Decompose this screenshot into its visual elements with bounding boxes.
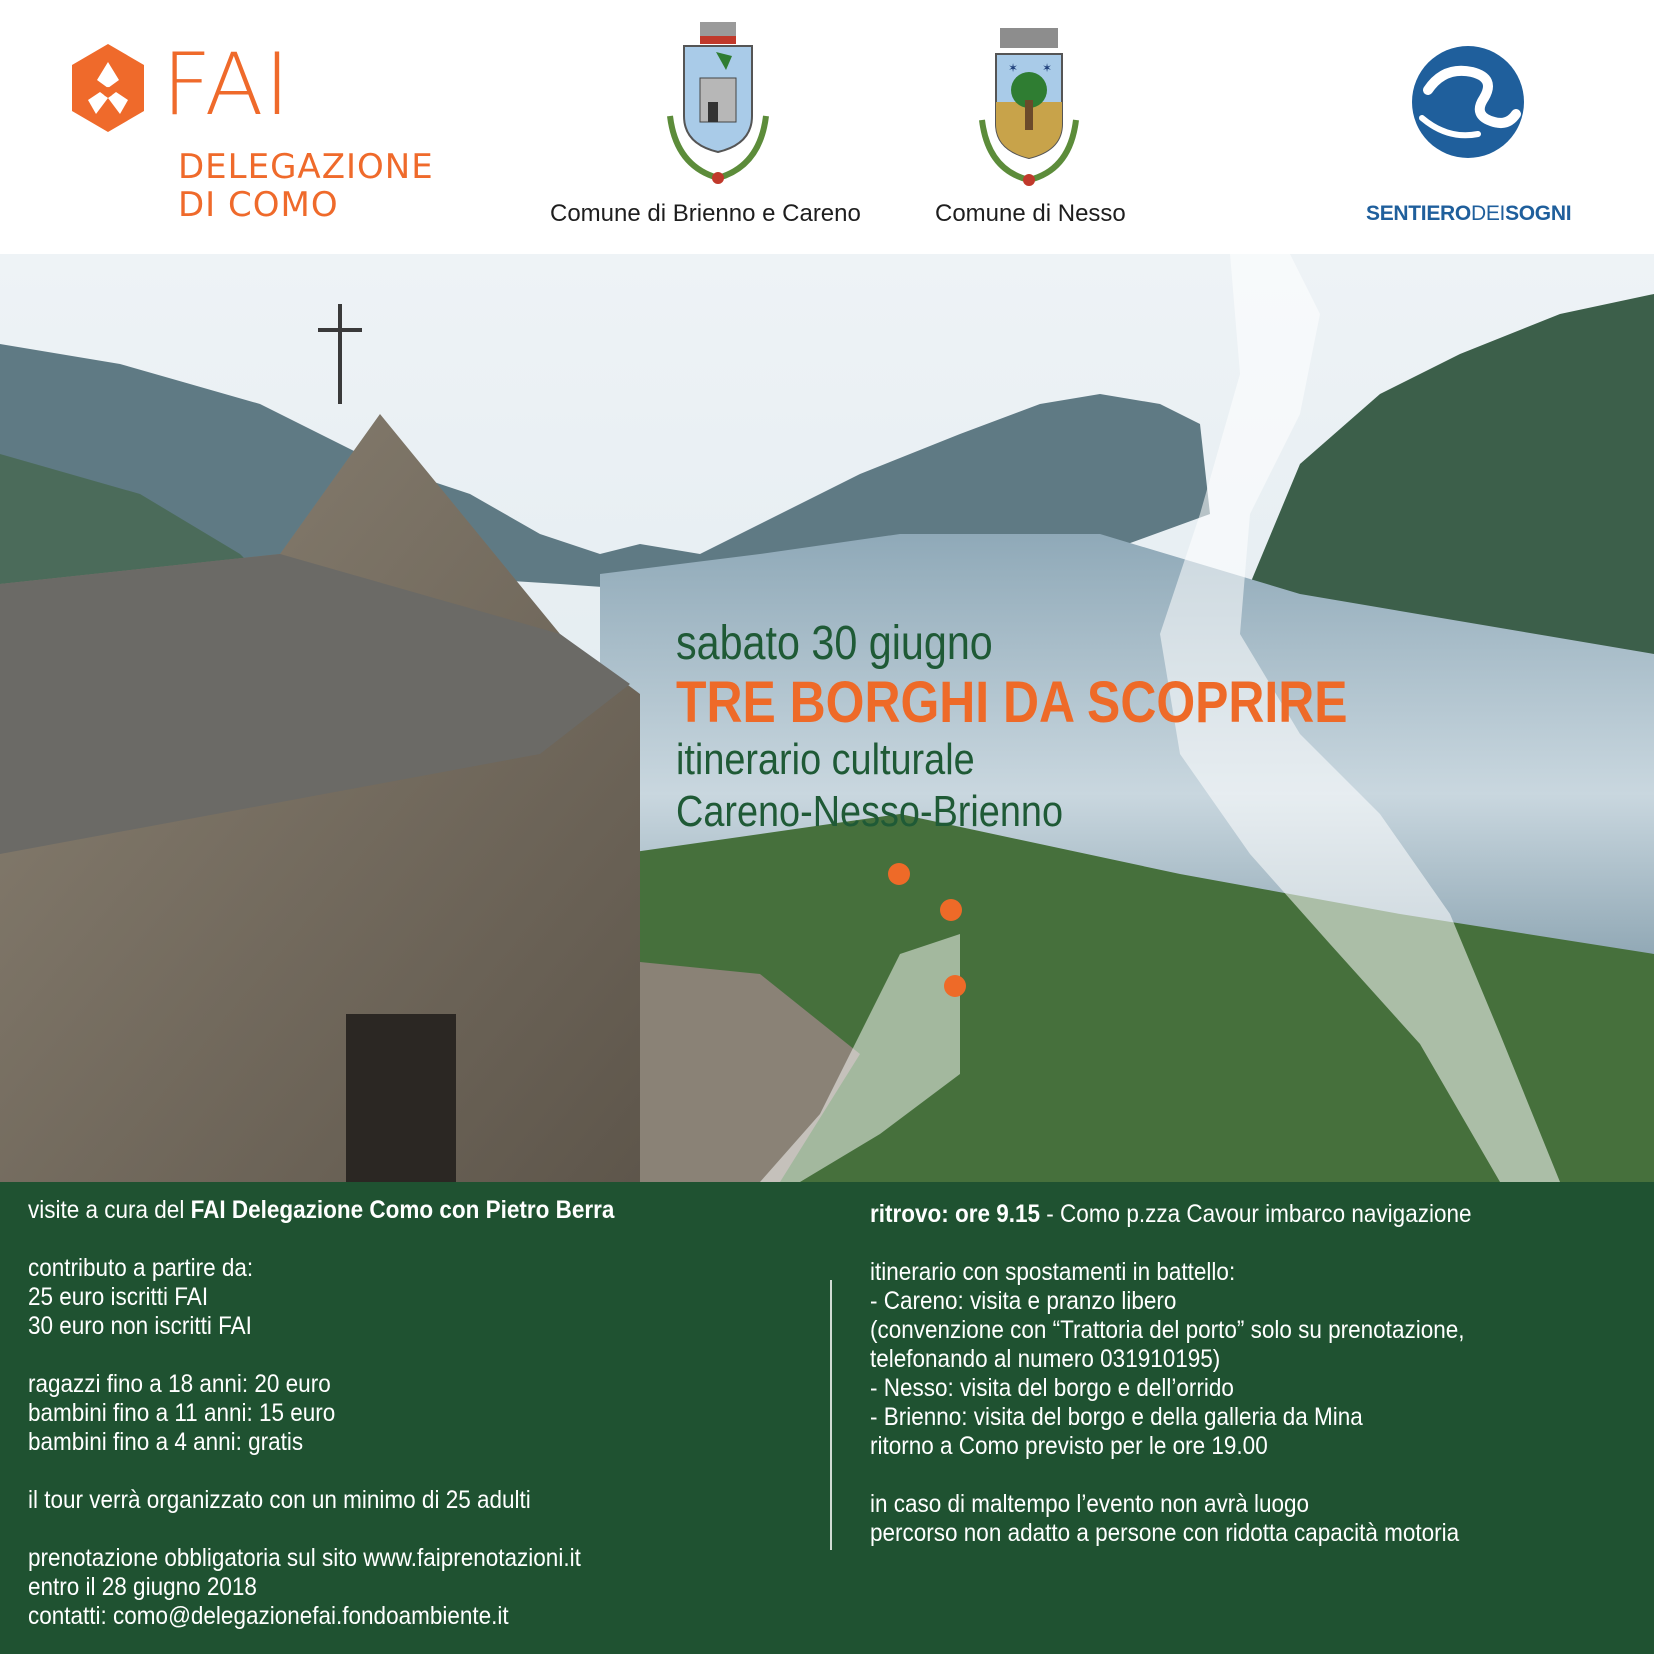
meeting-line [870,1200,1563,1229]
meeting-place: - Como p.zza Cavour imbarco navigazione [1040,1200,1472,1228]
price-members: 25 euro iscritti FAI [28,1283,209,1311]
event-subtitle-2: Careno-Nesso-Brienno [676,787,1063,836]
stop-nesso: - Nesso: visita del borgo e dell’orrido [870,1374,1234,1402]
sds-label-part-2: DEI [1470,202,1506,225]
sds-label-part-1: SENTIERO [1366,202,1471,225]
return-time: ritorno a Como previsto per le ore 19.00 [870,1432,1268,1460]
accessibility-notice: percorso non adatto a persone con ridotta capacità motoria [870,1519,1460,1547]
itinerary-heading: itinerario con spostamenti in battello: [870,1258,1236,1286]
nesso-label: Comune di Nesso [935,200,1126,227]
info-left-column [28,1196,768,1631]
svg-text:✶: ✶ [1008,61,1019,75]
stop-brienno: - Brienno: visita del borgo e della galleria da Mina [870,1403,1363,1431]
brienno-careno-crest-icon [656,16,780,192]
visits-org: FAI Delegazione Como [190,1196,434,1224]
price-kids-4: bambini fino a 4 anni: gratis [28,1428,304,1456]
event-heading [676,616,1457,838]
convention-line-1: (convenzione con “Trattoria del porto” solo su prenotazione, [870,1316,1465,1344]
fai-delegation-name [178,148,434,224]
price-kids-18: ragazzi fino a 18 anni: 20 euro [28,1370,331,1398]
route-dot-careno [888,863,910,885]
fai-logo-icon [66,42,150,134]
svg-text:✶: ✶ [1042,61,1053,75]
event-date: sabato 30 giugno [676,617,993,670]
contacts: contatti: como@delegazionefai.fondoambiente.it [28,1602,509,1630]
visits-suffix: con Pietro Berra [433,1196,615,1224]
brienno-careno-label: Comune di Brienno e Careno [550,200,861,227]
info-right-column [870,1200,1640,1548]
route-dot-brienno [944,975,966,997]
fai-delegation-line-1: DELEGAZIONE [178,147,434,187]
convention-line-2: telefonando al numero 031910195) [870,1345,1221,1373]
price-non-members: 30 euro non iscritti FAI [28,1312,252,1340]
event-title: TRE BORGHI DA SCOPRIRE [676,670,1348,735]
weather-notice: in caso di maltempo l’evento non avrà luogo [870,1490,1310,1518]
sentiero-dei-sogni-label [1366,202,1571,226]
nesso-crest-icon [972,24,1086,192]
visits-prefix: visite a cura del [28,1196,191,1224]
route-dot-nesso [940,899,962,921]
stop-careno: - Careno: visita e pranzo libero [870,1287,1177,1315]
fai-delegation-line-2: DI COMO [178,185,339,225]
price-kids-11: bambini fino a 11 anni: 15 euro [28,1399,336,1427]
fai-wordmark: FAI [162,35,291,135]
minimum-participants: il tour verrà organizzato con un minimo di 25 adulti [28,1486,531,1514]
event-subtitle-1: itinerario culturale [676,735,975,784]
logo-header [0,0,1654,254]
sentiero-dei-sogni-logo-icon [1408,38,1528,166]
contribution-heading: contributo a partire da: [28,1254,254,1282]
meeting-label: ritrovo: ore 9.15 [870,1200,1041,1228]
visits-line [28,1196,694,1225]
sds-label-part-3: SOGNI [1505,202,1572,225]
booking-info: prenotazione obbligatoria sul sito www.faiprenotazioni.it [28,1544,581,1572]
booking-deadline: entro il 28 giugno 2018 [28,1573,257,1601]
column-divider [830,1280,832,1550]
info-panel [0,1182,1654,1654]
